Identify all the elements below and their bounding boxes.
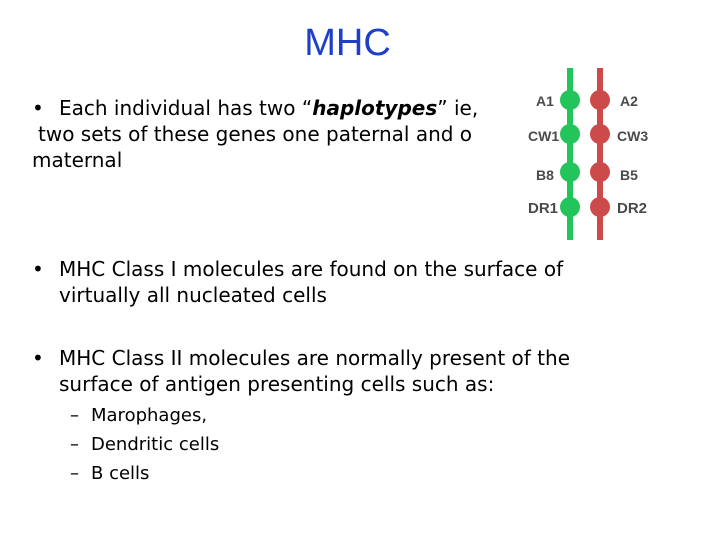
bullet-class-i	[32, 256, 632, 308]
bullet-line: maternal	[32, 148, 123, 172]
maternal-locus	[590, 162, 610, 182]
bullet-haplotypes	[32, 95, 552, 173]
text-segment: ” ie,	[437, 96, 479, 120]
allele-label-cw1: CW1	[528, 128, 560, 144]
paternal-locus	[560, 124, 580, 144]
allele-label-dr1: DR1	[528, 200, 559, 217]
sub-item-label: Marophages,	[91, 405, 208, 426]
sub-item-label: Dendritic cells	[91, 434, 220, 455]
emphasis-text: haplotypes	[312, 96, 438, 120]
allele-label-a2: A2	[620, 93, 638, 109]
text-segment: Each individual has two “	[59, 96, 313, 120]
sub-marker: –	[70, 405, 79, 426]
bullet-line: virtually all nucleated cells	[59, 283, 327, 307]
bullet-line	[32, 95, 552, 121]
allele-label-a1: A1	[536, 93, 554, 109]
sub-item-dendritic	[70, 430, 219, 459]
bullet-line: MHC Class II molecules are normally present of the	[59, 346, 571, 370]
allele-label-cw3: CW3	[617, 128, 649, 144]
allele-label-b8: B8	[536, 167, 554, 183]
sub-marker: –	[70, 463, 79, 484]
maternal-locus	[590, 124, 610, 144]
sub-marker: –	[70, 434, 79, 455]
maternal-locus	[590, 90, 610, 110]
slide-title: MHC	[304, 22, 391, 64]
bullet-marker: •	[32, 96, 44, 120]
bullet-line: MHC Class I molecules are found on the surface of	[59, 257, 564, 281]
paternal-locus	[560, 197, 580, 217]
allele-label-dr2: DR2	[617, 200, 648, 217]
sub-item-macrophages	[70, 401, 207, 430]
chromosome-diagram	[504, 66, 676, 242]
paternal-locus	[560, 162, 580, 182]
allele-label-b5: B5	[620, 167, 638, 183]
paternal-locus	[560, 90, 580, 110]
bullet-marker: •	[32, 346, 44, 370]
bullet-marker: •	[32, 257, 44, 281]
bullet-line: surface of antigen presenting cells such as:	[59, 372, 495, 396]
sub-item-b-cells	[70, 459, 149, 488]
sub-item-label: B cells	[91, 463, 150, 484]
maternal-locus	[590, 197, 610, 217]
bullet-line: two sets of these genes one paternal and o	[38, 122, 473, 146]
bullet-class-ii	[32, 345, 652, 397]
